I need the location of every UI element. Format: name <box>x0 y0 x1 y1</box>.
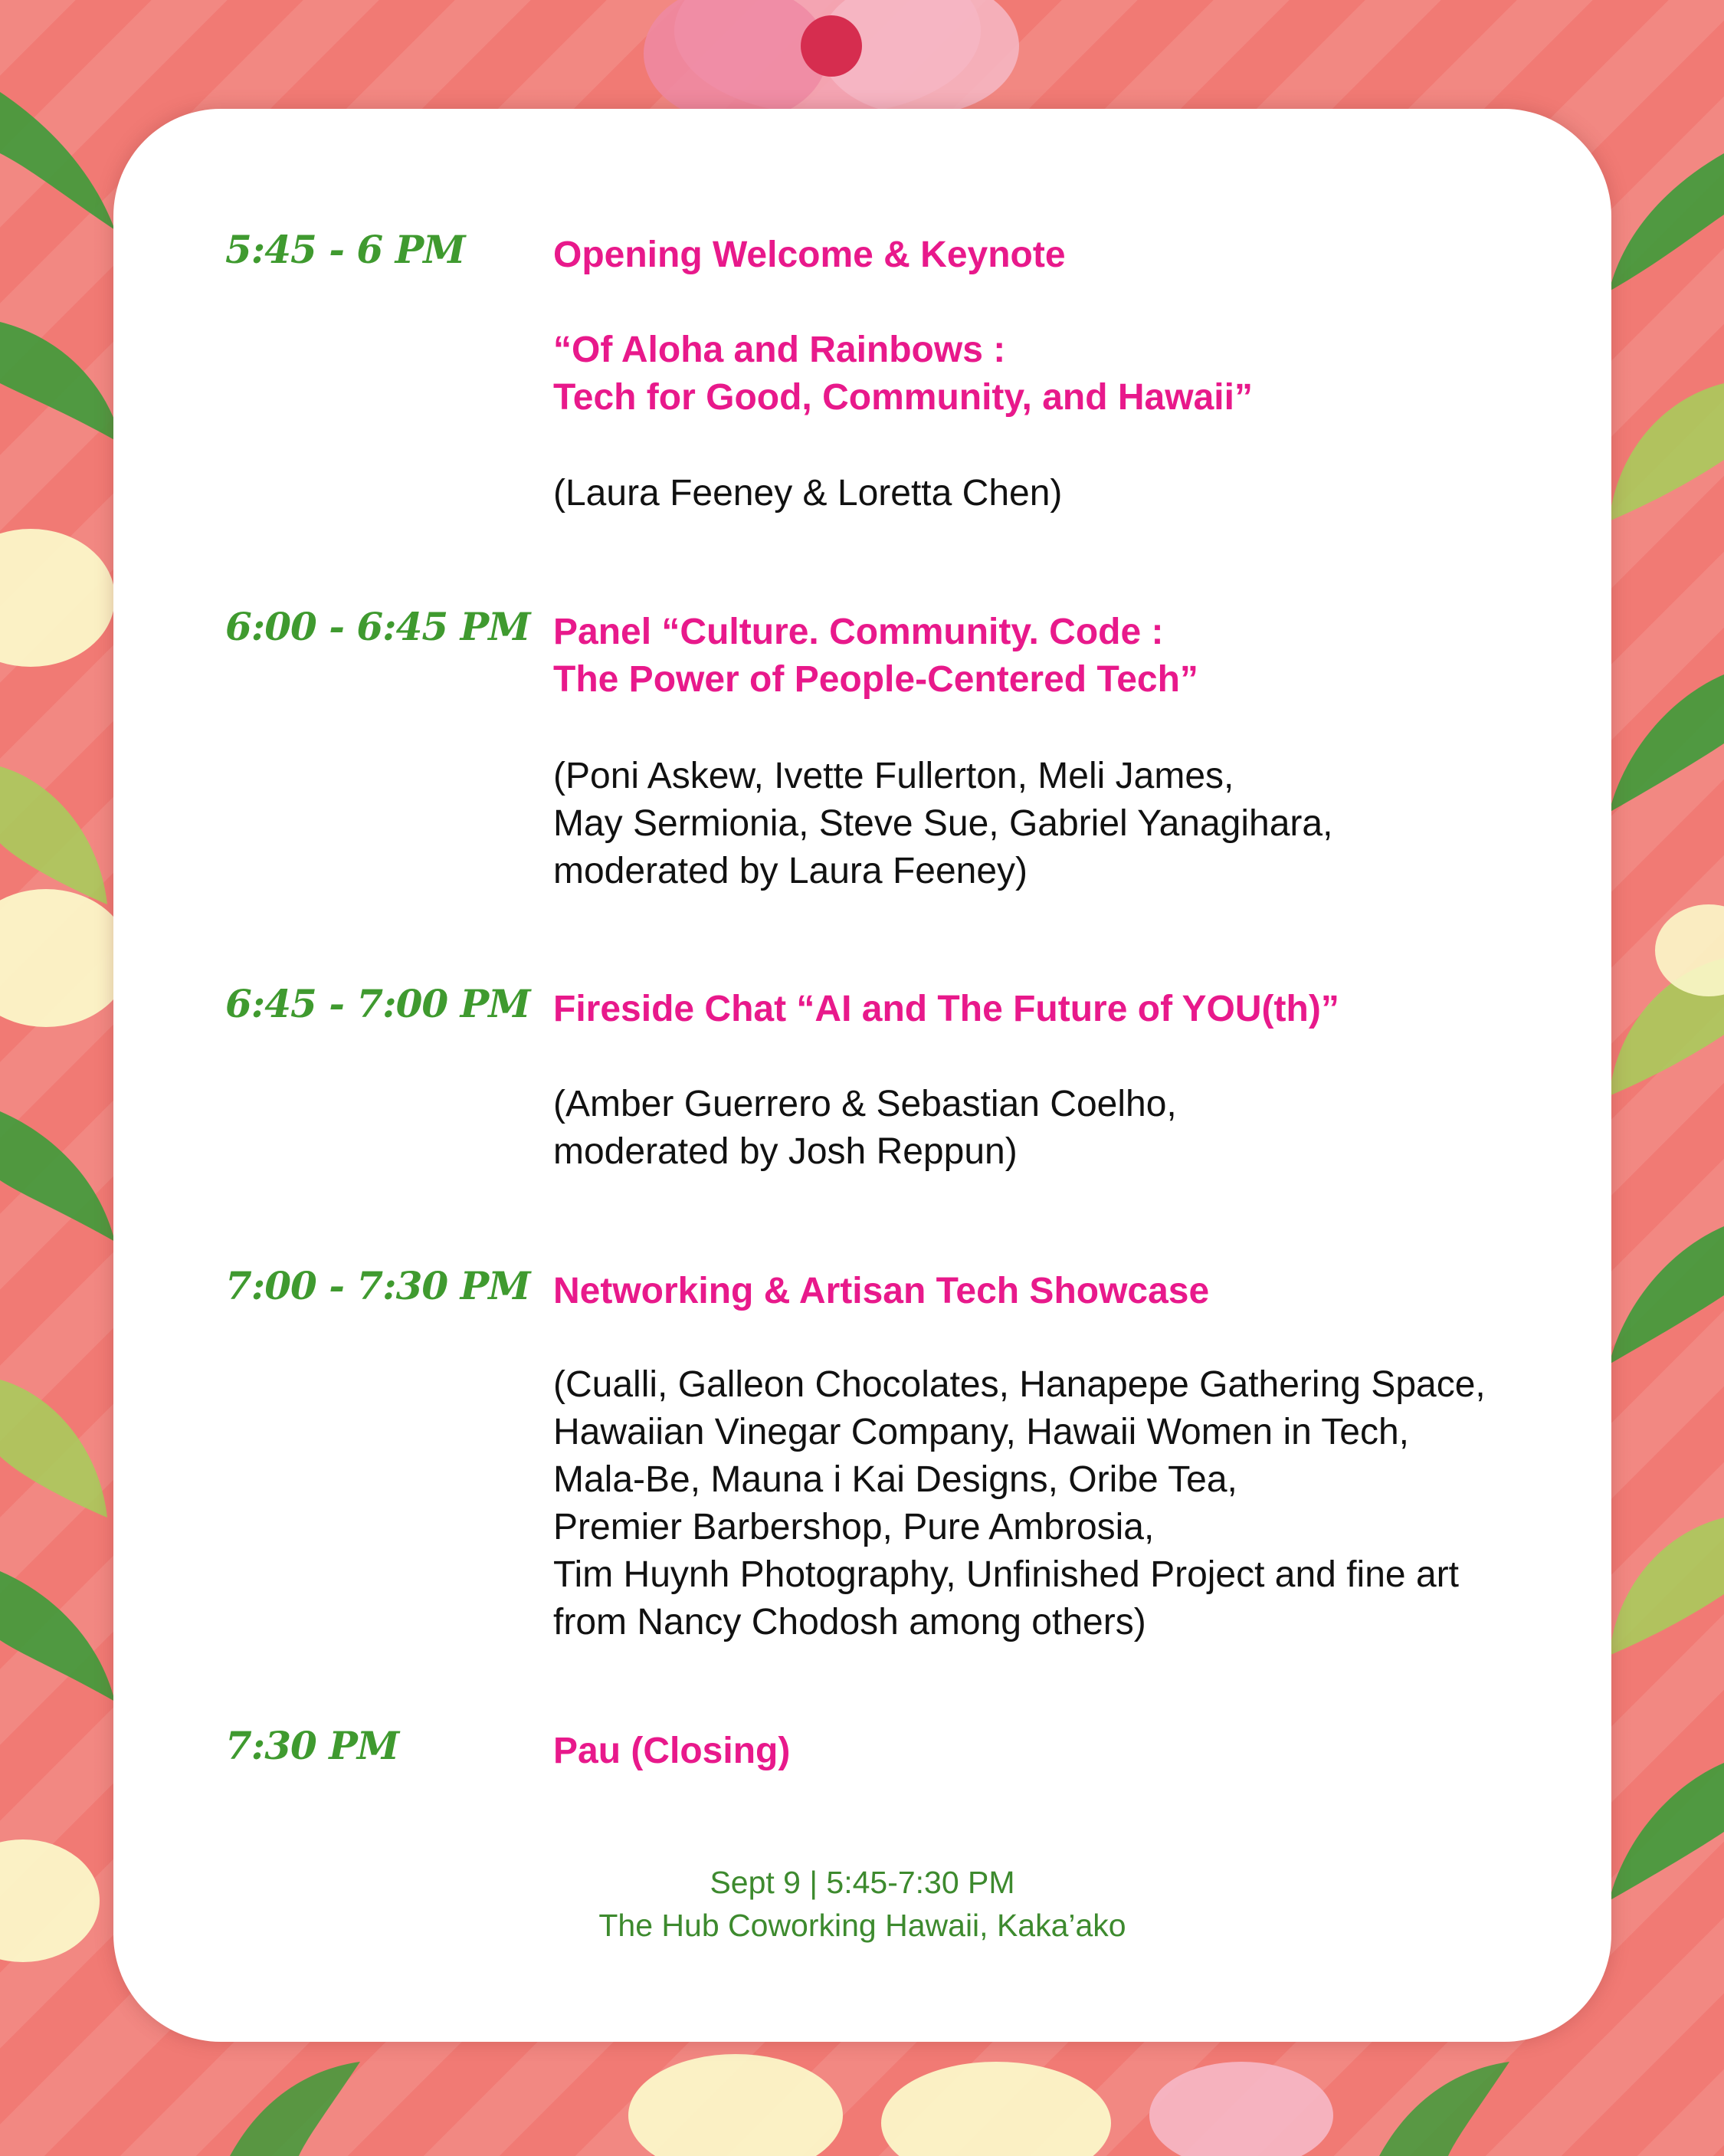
agenda-title-4: Networking & Artisan Tech Showcase <box>553 1271 1210 1311</box>
agenda-speakers-line: (Laura Feeney & Loretta Chen) <box>553 473 1063 514</box>
agenda-speakers-line: Premier Barbershop, Pure Ambrosia, <box>553 1507 1155 1547</box>
agenda-time-3: 6:45 - 7:00 PM <box>225 981 530 1026</box>
agenda-time-5: 7:30 PM <box>225 1723 399 1768</box>
monstera-leaf-icon <box>1609 383 1724 1656</box>
agenda-title-line: Panel “Culture. Community. Code : <box>553 612 1164 652</box>
agenda-title-1: Opening Welcome & Keynote <box>553 235 1066 275</box>
agenda-time-4: 7:00 - 7:30 PM <box>225 1263 530 1308</box>
event-date-line: Sept 9 | 5:45-7:30 PM <box>710 1865 1015 1900</box>
plumeria-flower-icon <box>1655 904 1724 996</box>
agenda-speakers-line: (Poni Askew, Ivette Fullerton, Meli James, <box>553 756 1234 796</box>
agenda-speakers-line: moderated by Laura Feeney) <box>553 851 1028 891</box>
agenda-subtitle-line: Tech for Good, Community, and Hawaii” <box>553 377 1253 418</box>
event-venue-line: The Hub Coworking Hawaii, Kaka’ako <box>598 1908 1126 1943</box>
agenda-time-1: 5:45 - 6 PM <box>225 227 465 272</box>
agenda-title-3: Fireside Chat “AI and The Future of YOU(th)” <box>553 989 1339 1029</box>
event-footer <box>113 1861 1611 1947</box>
agenda-speakers-1 <box>553 470 1062 517</box>
plumeria-flower-icon <box>628 2054 1333 2156</box>
agenda-speakers-line: moderated by Josh Reppun) <box>553 1131 1018 1172</box>
plumeria-flower-icon <box>0 529 130 1962</box>
agenda-speakers-line: (Amber Guerrero & Sebastian Coelho, <box>553 1084 1177 1124</box>
agenda-speakers-line: Mala-Be, Mauna i Kai Designs, Oribe Tea, <box>553 1459 1237 1500</box>
hibiscus-flower-icon <box>644 0 1019 123</box>
agenda-speakers-2 <box>553 753 1332 895</box>
agenda-speakers-line: Hawaiian Vinegar Company, Hawaii Women in Tech, <box>553 1412 1410 1452</box>
agenda-title-5: Pau (Closing) <box>553 1731 791 1771</box>
agenda-speakers-line: from Nancy Chodosh among others) <box>553 1602 1146 1642</box>
agenda-title-line: The Power of People-Centered Tech” <box>553 659 1198 700</box>
agenda-speakers-line: May Sermionia, Steve Sue, Gabriel Yanagihara, <box>553 803 1333 844</box>
agenda-time-2: 6:00 - 6:45 PM <box>225 604 530 649</box>
agenda-title-2 <box>553 609 1198 704</box>
agenda-subtitle-line: “Of Aloha and Rainbows : <box>553 330 1006 370</box>
agenda-subtitle-1 <box>553 327 1253 422</box>
agenda-speakers-line: (Cualli, Galleon Chocolates, Hanapepe Gathering Space, <box>553 1364 1486 1405</box>
agenda-speakers-3 <box>553 1081 1177 1176</box>
agenda-speakers-4 <box>553 1361 1486 1646</box>
agenda-speakers-line: Tim Huynh Photography, Unfinished Project and fine art <box>553 1554 1459 1595</box>
